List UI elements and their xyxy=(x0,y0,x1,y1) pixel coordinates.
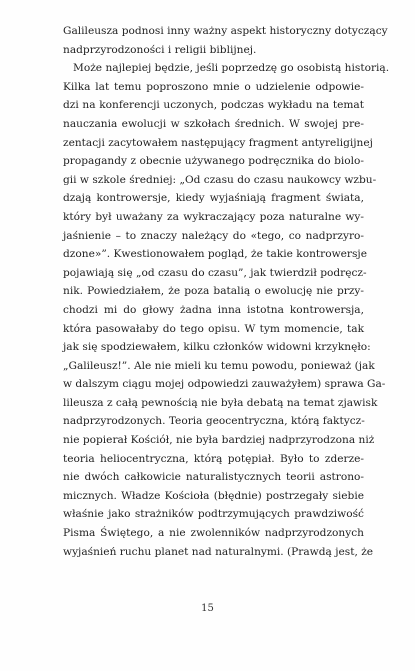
text-line: „Galileusz!”. Ale nie mieli ku temu powodu, ponieważ (jak xyxy=(63,359,375,372)
text-line: nik. Powiedziałem, że poza batalią o ewolucję nie przy- xyxy=(63,285,364,298)
text-line: gii w szkole średniej: „Od czasu do czasu naukowcy wzbu- xyxy=(63,173,377,186)
text-line: która pasowałaby do tego opisu. W tym momencie, tak xyxy=(63,322,364,335)
text-line: propagandy z obecnie używanego podręcznika do biolo- xyxy=(63,155,364,168)
page-number: 15 xyxy=(201,603,214,614)
text-line: Galileusza podnosi inny ważny aspekt historyczny dotyczący xyxy=(63,25,388,37)
text-line: pojawiają się „od czasu do czasu”, jak twierdził podręcz- xyxy=(63,266,367,279)
text-line: jak się spodziewałem, kilku członków widowni krzyknęło: xyxy=(63,341,371,354)
text-line: zentacji zacytowałem następujący fragment antyreligijnej xyxy=(63,136,373,149)
text-line: właśnie jako strażników podtrzymujących prawdziwość xyxy=(63,508,364,521)
text-line: wyjaśnień ruchu planet nad naturalnymi. (Prawdą jest, że xyxy=(63,545,374,558)
text-line: dzi na konferencji uczonych, podczas wykładu na temat xyxy=(63,99,364,112)
text-line: nadprzyrodzoności i religii biblijnej. xyxy=(63,43,257,56)
text-line: Może najlepiej będzie, jeśli poprzedzę go osobistą historią. xyxy=(73,62,390,75)
text-line: dzone»”. Kwestionowałem pogląd, że takie kontrowersje xyxy=(63,248,367,261)
text-line: chodzi mi do głowy żadna inna istotna kontrowersja, xyxy=(63,303,364,316)
text-line: Pisma Świętego, a nie zwolenników nadprzyrodzonych xyxy=(63,527,364,540)
text-line: nauczania ewolucji w szkołach średnich. W swojej pre- xyxy=(63,117,364,130)
body-text xyxy=(63,22,390,561)
text-line: nie popierał Kościół, nie była bardziej nadprzyrodzona niż xyxy=(63,434,375,447)
text-line: teoria heliocentryczna, którą potępiał. Było to zderze- xyxy=(63,452,364,465)
text-line: w dalszym ciągu mojej odpowiedzi zauważyłem) sprawa Ga- xyxy=(63,378,386,391)
text-line: lileusza z całą pewnością nie była debatą na temat zjawisk xyxy=(63,396,378,409)
text-line: jaśnienie – to znaczy należący do «tego, co nadprzyro- xyxy=(63,229,364,242)
text-line: Kilka lat temu poproszono mnie o udzielenie odpowie- xyxy=(63,80,364,93)
text-line: nadprzyrodzonych. Teoria geocentryczna, którą faktycz- xyxy=(63,415,365,428)
text-line: dzają kontrowersje, kiedy wyjaśniają fragment świata, xyxy=(63,192,364,205)
text-line: nie dwóch całkowicie naturalistycznych teorii astrono- xyxy=(63,471,364,484)
text-line: micznych. Władze Kościoła (błędnie) postrzegały siebie xyxy=(63,489,364,502)
text-line: który był uważany za wykraczający poza naturalne wy- xyxy=(63,210,364,223)
